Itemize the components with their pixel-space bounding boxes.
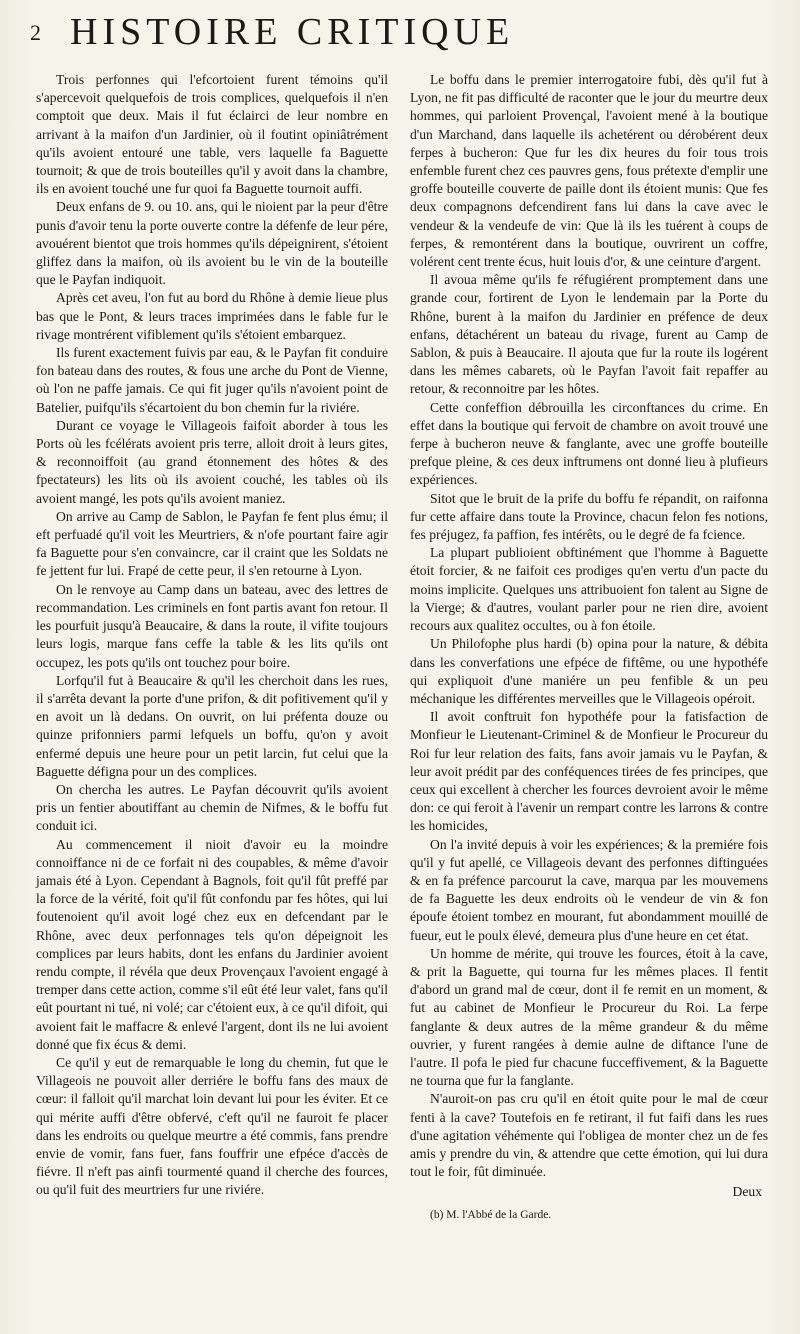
paragraph: Il avoit conftruit fon hypothéfe pour la fatisfaction de Monfieur le Lieutenant-Criminel & de Monfieur le Procureur du Roi fur leur relation des faits, fans avoir jamais vu le Payfan, & leur avoit prédit par des conféquences tirées de fes principes, que ceux qui excellent à chercher les fources devroient avoir le même don: ce qui feroit à l'avenir un rempart contre les larrons & contre les homicides, (410, 709, 768, 834)
page-number: 2 (30, 20, 42, 45)
right-column (410, 71, 768, 1223)
paragraph: Lorfqu'il fut à Beaucaire & qu'il les cherchoit dans les rues, il s'arrêta devant la porte d'une prifon, & dit pofitivement qu'il y en avoit un là dedans. On ouvrit, on lui préfenta douze ou quinze prifonniers parmi lefquels un boffu, qu'on y avoit enfermé depuis une heure pour un petit larcin, fut celui que la Baguette défigna pour un des complices. (36, 672, 388, 779)
paragraph: Durant ce voyage le Villageois faifoit aborder à tous les Ports où les fcélérats avoient pris terre, alloit droit à leurs gites, & reconnoiffoit (au grand étonnement des hôtes & des fpectateurs) les lits où ils avoient couché, les tables où ils avoient mangé, les pots qu'ils avoient maniez. (36, 417, 388, 506)
footnote: (b) M. l'Abbé de la Garde. (430, 1208, 552, 1221)
paragraph: Après cet aveu, l'on fut au bord du Rhône à demie lieue plus bas que le Pont, & leurs traces imprimées dans le fable fur le rivage montrérent vifiblement qu'ils s'étoient embarquez. (36, 290, 388, 342)
paragraph: Cette confeffion débrouilla les circonftances du crime. En effet dans la boutique qui fervoit de chambre on avoit trouvé une ferpe à bucheron neuve & fanglante, avec une groffe bouteille prefque pleine, & ces deux inftrumens ont donné lieu à plufieurs expériences. (410, 399, 768, 488)
running-title: HISTOIRE CRITIQUE (70, 11, 515, 53)
paragraph: On l'a invité depuis à voir les expériences; & la premiére fois qu'il y fut apellé, ce Villageois devant des perfonnes diftinguées & en fa préfence parcourut la cave, marqua par les mouvemens de fa Baguette les deux endroits où le vendeur de vin & fon époufe étoient tombez en mourant, fut abondamment mouillé de fueur, eut le poulx élevé, demeura plus d'une heure en cet état. (410, 836, 768, 943)
paragraph: N'auroit-on pas cru qu'il en étoit quite pour le mal de cœur fenti à la cave? Toutefois en fe retirant, il fut faifi dans les rues d'une agitation véhémente qui l'obligea de monter chez un de fes amis y prendre du vin, & attendre que cette émotion, qui lui dura tout le foir, fût diminuée. (410, 1091, 768, 1180)
paragraph: Trois perfonnes qui l'efcortoient furent témoins qu'il s'apercevoit quelquefois de trois complices, quelquefois il n'en comptoit que deux. Mais il fut éclairci de leur nombre en arrivant à la maifon d'un Jardinier, où il foutint opiniâtrément qu'ils avoient entouré une table, vers laquelle fa Baguette tournoit; & que de trois bouteilles qu'il y avoit dans la chambre, ils en avoient touché une fur quoi fa Baguette tournoit auffi. (36, 72, 388, 197)
paragraph: Un homme de mérite, qui trouve les fources, étoit à la cave, & prit la Baguette, qui tourna fur les mêmes places. Il fentit d'abord un grand mal de cœur, dont il fe remit en un moment, & fut au cabinet de Monfieur le Procureur du Roi. La ferpe fanglante & deux autres de la même grandeur & du même ouvrier, y furent rangées à demie aulne de diftance l'une de l'autre. Il pofa le pied fur chacune fucceffivement, & la Baguette ne tourna que fur la fanglante. (410, 945, 768, 1089)
paragraph: On chercha les autres. Le Payfan découvrit qu'ils avoient pris un fentier aboutiffant au chemin de Nifmes, & le boffu fut conduit ici. (36, 781, 388, 834)
page-header (30, 10, 790, 66)
paragraph: La plupart publioient obftinément que l'homme à Baguette étoit forcier, & ne faifoit ces prodiges qu'en vertu d'un pacte du moins implicite. Quelques uns attribuoient fon talent au Signe de la Vierge; & d'autres, voulant parler pour ne rien dire, avoient recours aux qualitez occultes, ou à fon étoile. (410, 545, 768, 634)
paragraph: On arrive au Camp de Sablon, le Payfan fe fent plus ému; il eft perfuadé qu'il voit les Meurtriers, & n'ofe pourtant faire agir fa Baguette pour s'en convaincre, car il craint que les Soldats ne fe jettent fur lui. Frapé de cette peur, il s'en retourne à Lyon. (36, 508, 388, 579)
paragraph: Ils furent exactement fuivis par eau, & le Payfan fit conduire fon bateau dans des routes, & fous une arche du Pont de Vienne, où l'on ne paffe jamais. Ce qui fit juger qu'ils n'avoient point de Batelier, puifqu'ils s'écartoient du bon chemin fur la riviére. (36, 345, 388, 415)
catchword: Deux (732, 1184, 762, 1200)
paragraph: Sitot que le bruit de la prife du boffu fe répandit, on raifonna fur cette affaire dans toute la Province, chacun felon fes notions, fes préjugez, fa paffion, fes intérêts, ou le degré de fa fcience. (410, 490, 768, 543)
paragraph: Il avoua même qu'ils fe réfugiérent promptement dans une grande cour, fortirent de Lyon le lendemain par la Porte du Rhône, burent à la maifon du Jardinier en préfence de deux enfans, détachérent un bateau du rivage, furent au Camp de Sablon, & puis à Beaucaire. Il ajouta que fur la route ils logérent dans les mêmes cabarets, où le Payfan l'avoit fait repaffer au retour, & reconnoitre par les hôtes. (410, 272, 768, 397)
paragraph: Ce qu'il y eut de remarquable le long du chemin, fut que le Villageois ne pouvoit aller derriére le boffu fans des maux de cœur: il falloit qu'il marchat loin devant lui pour les éviter. Et ce qui mérite auffi d'être obfervé, c'eft qu'il ne fauroit fe placer dans les endroits ou quelque meurtre a été commis, fans prendre envie de vomir, fans fuer, fans fouffrir une efpéce d'accès de fiévre. Il n'eft pas ainfi tourmenté quand il cherche des fources, ou qu'il fuit des meurtriers fur une riviére. (36, 1054, 388, 1198)
left-column (36, 71, 388, 1200)
paragraph: Deux enfans de 9. ou 10. ans, qui le nioient par la peur d'être punis d'avoir tenu la porte ouverte contre la défenfe de leur pére, avouérent bientot que trois hommes qu'ils dépeignirent, s'étoient gliffez dans la maifon, où ils avoient bu le vin de la bouteille que le Payfan indiquoit. (36, 199, 388, 288)
paragraph: Un Philofophe plus hardi (b) opina pour la nature, & débita dans les converfations une efpéce de fiftême, ou une hypothéfe qui expliquoit d'une maniére un peu fenfible & un peu méchanique les différentes merveilles que le Villageois opéroit. (410, 636, 768, 706)
paragraph: Le boffu dans le premier interrogatoire fubi, dès qu'il fut à Lyon, ne fit pas difficulté de raconter que le jour du meurtre deux hommes, qui parloient Provençal, l'avoient mené à la boutique d'un Marchand, dans laquelle ils achetérent ou dérobérent deux ferpes à bucheron: Que fur les dix heures du foir tous trois enfemble furent chez ces pauvres gens, fous prétexte d'emplir une groffe bouteille couverte de paille dont ils étoient munis: Que fes deux compagnons defcendirent fans lui dans la cave avec le vendeur & la vendeufe de vin: Que là ils les tuérent à coups de ferpes, & remontérent dans la boutique, ouvrirent un coffre, volérent cent trente écus, huit louis d'or, & une ceinture d'argent. (410, 72, 769, 270)
paragraph: Au commencement il nioit d'avoir eu la moindre connoiffance ni de ce forfait ni des coupables, & même d'avoir jamais été à Lyon. Cependant à Bagnols, foit qu'il fût preffé par la force de la vérité, foit qu'il fût confondu par fes hôtes, qui lui foutenoient qu'il avoit logé chez eux en defcendant par le Rhône, avec deux perfonnages tels qu'on dépeignoit les complices par leurs habits, dont les enfans du Jardinier avoient rendu compte, il révéla que deux Provençaux l'avoient engagé à tremper dans cette action, comme s'il eût été leur valet, fans qu'il eût pourtant ni tué, ni volé; car c'étoient eux, à ce qu'il difoit, qui avoient fait le maffacre & enlevé l'argent, dont ils ne lui avoient donné que fix écus & demi. (36, 836, 388, 1052)
paragraph: On le renvoye au Camp dans un bateau, avec des lettres de recommandation. Les criminels en font partis avant fon retour. Il les pourfuit jusqu'à Beaucaire, & dans la route, il vifite toujours leurs logis, marque fans ceffe la table & les lits qu'ils ont occupez, les pots qu'ils ont touchez pour boire. (36, 581, 388, 670)
